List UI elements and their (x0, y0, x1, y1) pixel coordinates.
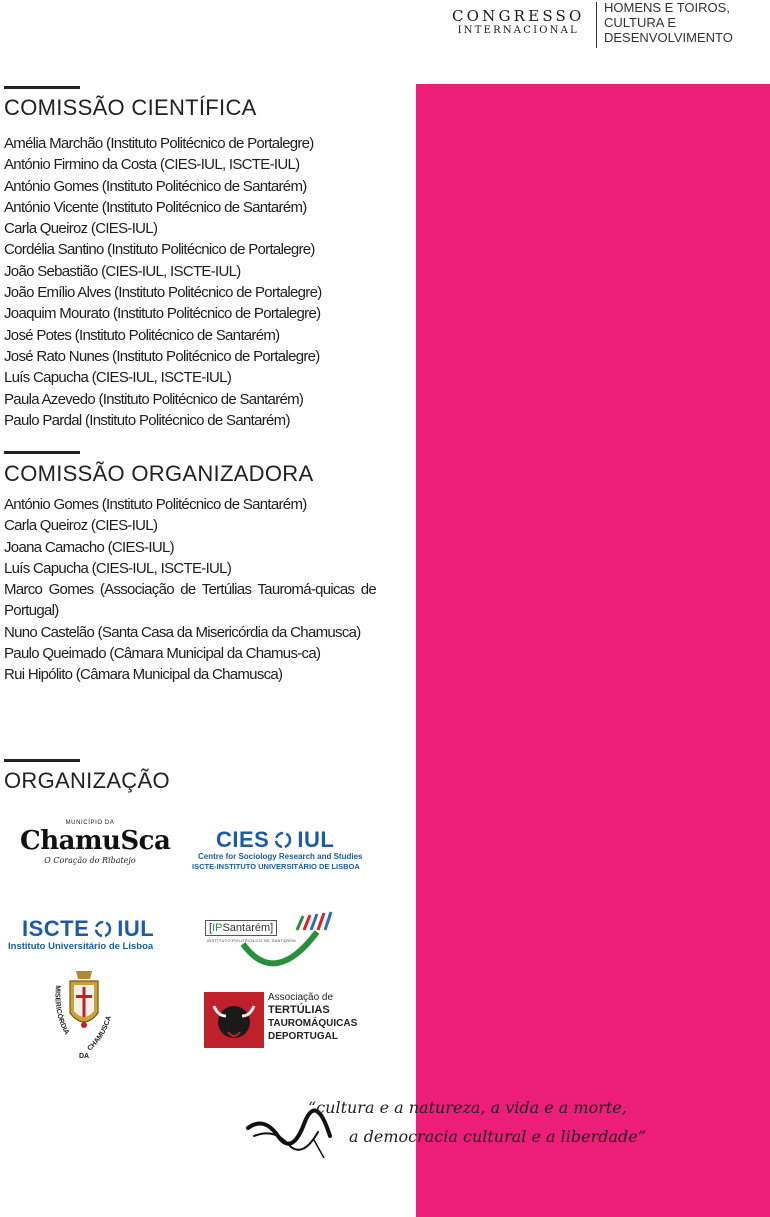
ips-name-b: Santarém (222, 922, 271, 934)
congress-word: CONGRESSO (452, 7, 585, 25)
crest-left-text (53, 985, 70, 1036)
crest-right-text (87, 1015, 113, 1052)
scientific-committee-title: COMISSÃO CIENTÍFICA (4, 95, 257, 120)
chamusca-municipality-label: MUNICÍPIO DA (65, 820, 115, 826)
cies-subtitle: Centre for Sociology Research and Studies (198, 852, 363, 861)
ips-bracket-open: [ (209, 922, 213, 934)
crest-left-text-path: MISERICÓRDIA (53, 984, 71, 1037)
chamusca-tagline: O Coração do Ribatejo (44, 856, 136, 865)
misericordia-logo (44, 965, 124, 1060)
international-word: INTERNACIONAL (457, 25, 579, 36)
list-item: Paulo Queimado (Câmara Municipal da Chamus-ca) (4, 645, 321, 663)
list-item: João Sebastião (CIES-IUL, ISCTE-IUL) (4, 262, 241, 280)
list-item: José Potes (Instituto Politécnico de Santarém) (4, 326, 280, 344)
list-item: Carla Queiroz (CIES-IUL) (4, 220, 158, 238)
crest-emblem (44, 965, 124, 1060)
knot-icon (273, 830, 293, 850)
list-item: João Emílio Alves (Instituto Politécnico de Portalegre) (4, 284, 322, 302)
ips-bracket-close: ] (270, 922, 274, 934)
bull-icon (204, 992, 264, 1048)
tertulias-line2: TERTÚLIAS (268, 1004, 330, 1016)
tertulias-logo (204, 992, 358, 1048)
list-item: Marco Gomes (Associação de Tertúlias Tauromá-quicas de Portugal) (4, 581, 376, 620)
list-item: Joana Camacho (CIES-IUL) (4, 538, 174, 556)
iscte-right-word: IUL (117, 916, 155, 941)
list-item: Paula Azevedo (Instituto Politécnico de Santarém) (4, 390, 304, 408)
list-item: Joaquim Mourato (Instituto Politécnico de Portalegre) (4, 305, 321, 323)
tertulias-line3: TAUROMÁQUICAS (268, 1018, 358, 1029)
quote-line-1: “cultura e a natureza, a vida e a morte, (308, 1098, 627, 1117)
section-rule (4, 759, 80, 762)
theme-line: CULTURA E (604, 15, 676, 30)
list-item: Carla Queiroz (CIES-IUL) (4, 517, 158, 535)
iscte-iul-logo (8, 917, 178, 953)
crest-right-text-path: CHAMUSCA (86, 1015, 113, 1053)
iscte-subtitle: Instituto Universitário de Lisboa (8, 941, 154, 952)
ips-name-a: IP (212, 922, 223, 934)
cies-right-word: IUL (297, 827, 335, 852)
chamusca-name: ChamuSca (20, 826, 171, 856)
ipsantarem-logo (205, 910, 340, 976)
list-item: José Rato Nunes (Instituto Politécnico de Portalegre) (4, 347, 320, 365)
knot-icon (93, 919, 113, 939)
congress-logo (452, 8, 585, 37)
ips-institution: INSTITUTO POLITÉCNICO DE SANTARÉM (207, 938, 296, 943)
theme-line: DESENVOLVIMENTO (604, 30, 733, 45)
list-item: Luís Capucha (CIES-IUL, ISCTE-IUL) (4, 559, 232, 577)
list-item: Cordélia Santino (Instituto Politécnico de Portalegre) (4, 241, 315, 259)
chamusca-logo (20, 820, 171, 865)
theme-line: HOMENS E TOIROS, (604, 0, 730, 15)
ips-swoosh-graphic (205, 910, 340, 976)
cies-left-word: CIES (216, 827, 270, 852)
organizing-committee-list (4, 494, 376, 686)
tertulias-line1: Associação de (268, 992, 334, 1003)
scientific-committee-list (4, 133, 376, 431)
crest-bottom-text: DA (78, 1053, 90, 1060)
header-divider (596, 2, 597, 48)
list-item: Nuno Castelão (Santa Casa da Misericórdia da Chamusca) (4, 623, 361, 641)
congress-theme (604, 0, 764, 45)
list-item: António Gomes (Instituto Politécnico de Santarém) (4, 177, 307, 195)
iscte-left-word: ISCTE (22, 916, 90, 941)
list-item: António Gomes (Instituto Politécnico de Santarém) (4, 496, 307, 513)
list-item: António Vicente (Instituto Politécnico de Santarém) (4, 198, 307, 216)
cies-institution: ISCTE-INSTITUTO UNIVERSITÁRIO DE LISBOA (192, 862, 360, 871)
list-item: Luís Capucha (CIES-IUL, ISCTE-IUL) (4, 369, 232, 387)
section-rule (4, 451, 80, 454)
organizing-committee-title: COMISSÃO ORGANIZADORA (4, 461, 314, 486)
section-rule (4, 86, 80, 89)
quote-line-2: a democracia cultural e a liberdade” (349, 1127, 646, 1146)
tertulias-line4: DEPORTUGAL (268, 1031, 338, 1042)
pink-side-panel (416, 84, 770, 1217)
list-item: António Firmino da Costa (CIES-IUL, ISCTE-IUL) (4, 156, 300, 174)
list-item: Amélia Marchão (Instituto Politécnico de Portalegre) (4, 135, 314, 152)
cies-iul-logo (192, 828, 372, 872)
list-item: Paulo Pardal (Instituto Politécnico de Santarém) (4, 411, 290, 429)
list-item: Rui Hipólito (Câmara Municipal da Chamusca) (4, 666, 283, 684)
organization-title: ORGANIZAÇÃO (4, 768, 170, 793)
